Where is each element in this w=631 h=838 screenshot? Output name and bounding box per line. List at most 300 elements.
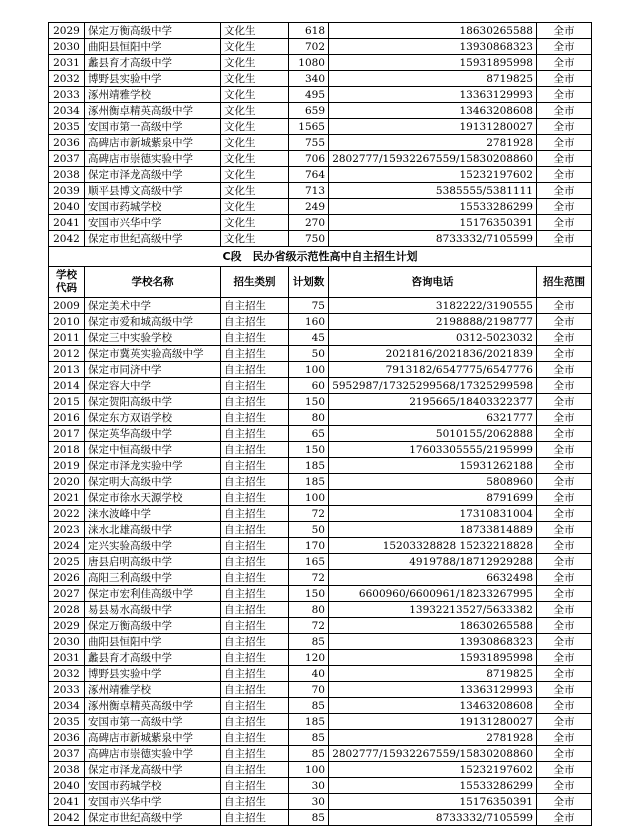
phone-cell: 17603305555/2195999 [329,442,537,458]
plan-count-cell: 50 [289,346,329,362]
enroll-type-cell: 自主招生 [221,314,289,330]
enroll-scope-cell: 全市 [537,730,592,746]
school-code-cell: 2041 [49,794,85,810]
plan-count-cell: 750 [289,231,329,247]
school-code-cell: 2009 [49,298,85,314]
enroll-scope-cell: 全市 [537,330,592,346]
table-row [49,490,592,506]
plan-count-cell: 85 [289,810,329,826]
plan-count-cell: 185 [289,714,329,730]
enroll-type-cell: 自主招生 [221,586,289,602]
header-row [49,267,592,298]
enroll-scope-cell: 全市 [537,394,592,410]
enroll-scope-cell: 全市 [537,183,592,199]
plan-count-cell: 72 [289,506,329,522]
enroll-type-cell: 文化生 [221,87,289,103]
enroll-scope-cell: 全市 [537,119,592,135]
school-name-cell: 博野县实验中学 [85,71,221,87]
table-row [49,378,592,394]
enroll-type-cell: 自主招生 [221,618,289,634]
school-name-cell: 保定市宏利佳高级中学 [85,586,221,602]
phone-cell: 13932213527/5633382 [329,602,537,618]
enroll-type-cell: 自主招生 [221,666,289,682]
table-row [49,554,592,570]
school-name-cell: 涿州靖雅学校 [85,87,221,103]
school-code-cell: 2041 [49,215,85,231]
school-code-cell: 2036 [49,730,85,746]
enroll-scope-cell: 全市 [537,762,592,778]
school-code-cell: 2026 [49,570,85,586]
table-row [49,71,592,87]
school-name-cell: 保定万衡高级中学 [85,23,221,39]
school-name-cell: 安国市第一高级中学 [85,119,221,135]
enroll-scope-cell: 全市 [537,650,592,666]
phone-cell: 2781928 [329,135,537,151]
plan-count-cell: 170 [289,538,329,554]
plan-count-cell: 150 [289,442,329,458]
enroll-scope-cell: 全市 [537,602,592,618]
table-row [49,23,592,39]
plan-count-cell: 120 [289,650,329,666]
school-name-cell: 顺平县博文高级中学 [85,183,221,199]
school-name-cell: 保定市同济中学 [85,362,221,378]
enroll-type-cell: 文化生 [221,199,289,215]
table-row [49,103,592,119]
table-row [49,314,592,330]
enroll-scope-cell: 全市 [537,199,592,215]
table-row [49,730,592,746]
phone-cell: 19131280027 [329,714,537,730]
enroll-type-cell: 文化生 [221,151,289,167]
table-row [49,55,592,71]
enroll-scope-cell: 全市 [537,618,592,634]
phone-cell: 2021816/2021836/2021839 [329,346,537,362]
school-code-cell: 2040 [49,778,85,794]
school-code-cell: 2013 [49,362,85,378]
table-row [49,346,592,362]
enroll-scope-cell: 全市 [537,215,592,231]
phone-cell: 17310831004 [329,506,537,522]
phone-cell: 19131280027 [329,119,537,135]
plan-count-cell: 70 [289,682,329,698]
school-code-cell: 2020 [49,474,85,490]
table-row [49,183,592,199]
table-row [49,634,592,650]
enroll-type-cell: 自主招生 [221,410,289,426]
enrollment-table [48,22,592,826]
plan-count-cell: 60 [289,378,329,394]
school-code-cell: 2031 [49,55,85,71]
phone-cell: 13363129993 [329,682,537,698]
enroll-scope-cell: 全市 [537,714,592,730]
school-code-cell: 2021 [49,490,85,506]
enroll-scope-cell: 全市 [537,151,592,167]
phone-cell: 5952987/17325299568/17325299598 [329,378,537,394]
phone-cell: 2802777/15932267559/15830208860 [329,151,537,167]
school-name-cell: 高碑店市崇德实验中学 [85,746,221,762]
plan-count-cell: 755 [289,135,329,151]
enroll-scope-cell: 全市 [537,506,592,522]
table-row [49,538,592,554]
table-row [49,746,592,762]
school-code-cell: 2030 [49,39,85,55]
phone-cell: 8733332/7105599 [329,231,537,247]
table-row [49,231,592,247]
table-row [49,650,592,666]
enroll-type-cell: 文化生 [221,231,289,247]
enroll-type-cell: 自主招生 [221,762,289,778]
school-code-cell: 2040 [49,199,85,215]
school-name-cell: 唐县启明高级中学 [85,554,221,570]
table-row [49,426,592,442]
phone-cell: 15232197602 [329,762,537,778]
table-row [49,362,592,378]
school-name-cell: 保定东方双语学校 [85,410,221,426]
table-row [49,474,592,490]
school-code-cell: 2033 [49,87,85,103]
school-code-cell: 2037 [49,746,85,762]
enroll-type-cell: 自主招生 [221,778,289,794]
enroll-scope-cell: 全市 [537,458,592,474]
phone-cell: 15931895998 [329,650,537,666]
enroll-type-cell: 自主招生 [221,634,289,650]
enroll-scope-cell: 全市 [537,442,592,458]
enroll-scope-cell: 全市 [537,778,592,794]
school-code-cell: 2016 [49,410,85,426]
school-name-cell: 保定市徐水天源学校 [85,490,221,506]
plan-count-cell: 100 [289,362,329,378]
enroll-type-cell: 自主招生 [221,570,289,586]
enroll-type-cell: 自主招生 [221,538,289,554]
enroll-type-cell: 文化生 [221,135,289,151]
school-name-cell: 保定三中实验学校 [85,330,221,346]
school-name-cell: 涞水北雄高级中学 [85,522,221,538]
plan-count-cell: 80 [289,602,329,618]
table-row [49,810,592,826]
plan-count-cell: 80 [289,410,329,426]
school-code-cell: 2027 [49,586,85,602]
school-code-cell: 2012 [49,346,85,362]
phone-cell: 15203328828 15232218828 [329,538,537,554]
school-code-cell: 2035 [49,714,85,730]
enroll-scope-cell: 全市 [537,634,592,650]
plan-count-cell: 249 [289,199,329,215]
plan-count-cell: 618 [289,23,329,39]
enroll-type-cell: 文化生 [221,23,289,39]
table-row [49,666,592,682]
phone-cell: 0312-5023032 [329,330,537,346]
plan-count-cell: 45 [289,330,329,346]
enroll-scope-cell: 全市 [537,167,592,183]
school-code-cell: 2039 [49,183,85,199]
enroll-scope-cell: 全市 [537,346,592,362]
phone-cell: 8719825 [329,71,537,87]
plan-count-cell: 50 [289,522,329,538]
school-name-cell: 保定容大中学 [85,378,221,394]
plan-count-cell: 185 [289,474,329,490]
table-row [49,570,592,586]
enroll-type-cell: 自主招生 [221,458,289,474]
table-row [49,506,592,522]
phone-cell: 2195665/18403322377 [329,394,537,410]
enroll-type-cell: 自主招生 [221,650,289,666]
school-name-cell: 蠡县育才高级中学 [85,55,221,71]
enroll-scope-cell: 全市 [537,682,592,698]
plan-count-cell: 1080 [289,55,329,71]
enroll-scope-cell: 全市 [537,586,592,602]
plan-count-cell: 72 [289,570,329,586]
enroll-type-cell: 自主招生 [221,506,289,522]
phone-cell: 15533286299 [329,778,537,794]
enroll-type-cell: 自主招生 [221,362,289,378]
enroll-type-cell: 自主招生 [221,554,289,570]
school-code-cell: 2033 [49,682,85,698]
phone-cell: 5010155/2062888 [329,426,537,442]
school-name-cell: 高碑店市新城紫泉中学 [85,730,221,746]
enroll-type-cell: 文化生 [221,55,289,71]
enroll-type-cell: 自主招生 [221,698,289,714]
plan-count-cell: 100 [289,490,329,506]
school-name-cell: 保定市冀英实验高级中学 [85,346,221,362]
school-name-cell: 高碑店市崇德实验中学 [85,151,221,167]
enroll-scope-cell: 全市 [537,87,592,103]
school-name-cell: 安国市第一高级中学 [85,714,221,730]
phone-cell: 15176350391 [329,794,537,810]
school-name-cell: 涞水波峰中学 [85,506,221,522]
plan-count-cell: 495 [289,87,329,103]
school-name-cell: 蠡县育才高级中学 [85,650,221,666]
table-row [49,698,592,714]
phone-cell: 15533286299 [329,199,537,215]
enroll-scope-cell: 全市 [537,314,592,330]
enroll-type-cell: 自主招生 [221,346,289,362]
column-header-school-name: 学校名称 [85,267,221,298]
enroll-type-cell: 自主招生 [221,394,289,410]
enroll-scope-cell: 全市 [537,71,592,87]
plan-count-cell: 150 [289,394,329,410]
enroll-scope-cell: 全市 [537,298,592,314]
phone-cell: 13463208608 [329,103,537,119]
section-title: C段 民办省级示范性高中自主招生计划 [49,247,592,267]
school-name-cell: 保定市泽龙实验中学 [85,458,221,474]
school-code-cell: 2019 [49,458,85,474]
school-code-cell: 2032 [49,71,85,87]
enroll-type-cell: 自主招生 [221,730,289,746]
school-code-cell: 2015 [49,394,85,410]
school-name-cell: 安国市兴华中学 [85,215,221,231]
enroll-type-cell: 文化生 [221,167,289,183]
table-row [49,330,592,346]
enroll-type-cell: 自主招生 [221,298,289,314]
plan-count-cell: 30 [289,778,329,794]
table-row [49,794,592,810]
phone-cell: 8719825 [329,666,537,682]
school-name-cell: 涿州衡卓精英高级中学 [85,698,221,714]
enroll-type-cell: 自主招生 [221,490,289,506]
enroll-type-cell: 文化生 [221,215,289,231]
enroll-type-cell: 自主招生 [221,442,289,458]
plan-count-cell: 659 [289,103,329,119]
enroll-scope-cell: 全市 [537,810,592,826]
enroll-scope-cell: 全市 [537,746,592,762]
school-code-cell: 2025 [49,554,85,570]
phone-cell: 13363129993 [329,87,537,103]
table-row [49,199,592,215]
table-row [49,618,592,634]
table-row [49,87,592,103]
table-row [49,586,592,602]
enroll-scope-cell: 全市 [537,474,592,490]
enroll-scope-cell: 全市 [537,362,592,378]
table-row [49,682,592,698]
school-code-cell: 2042 [49,810,85,826]
table-row [49,39,592,55]
table-row [49,394,592,410]
table-row [49,442,592,458]
school-name-cell: 高阳三利高级中学 [85,570,221,586]
phone-cell: 18630265588 [329,23,537,39]
plan-count-cell: 65 [289,426,329,442]
column-header-school-code: 学校代码 [49,267,85,298]
table-row [49,167,592,183]
enroll-scope-cell: 全市 [537,23,592,39]
column-header-plan-count: 计划数 [289,267,329,298]
plan-count-cell: 150 [289,586,329,602]
plan-count-cell: 702 [289,39,329,55]
enroll-scope-cell: 全市 [537,490,592,506]
phone-cell: 15931262188 [329,458,537,474]
enroll-type-cell: 自主招生 [221,682,289,698]
enroll-scope-cell: 全市 [537,39,592,55]
school-code-cell: 2028 [49,602,85,618]
enroll-scope-cell: 全市 [537,103,592,119]
school-name-cell: 曲阳县恒阳中学 [85,39,221,55]
phone-cell: 13930868323 [329,634,537,650]
phone-cell: 2802777/15932267559/15830208860 [329,746,537,762]
table-row [49,602,592,618]
enroll-scope-cell: 全市 [537,698,592,714]
school-code-cell: 2017 [49,426,85,442]
enroll-type-cell: 自主招生 [221,794,289,810]
school-name-cell: 易县易水高级中学 [85,602,221,618]
school-code-cell: 2032 [49,666,85,682]
enroll-type-cell: 文化生 [221,103,289,119]
enroll-type-cell: 自主招生 [221,426,289,442]
school-code-cell: 2018 [49,442,85,458]
phone-cell: 6600960/6600961/18233267995 [329,586,537,602]
table-row [49,778,592,794]
school-name-cell: 保定市泽龙高级中学 [85,762,221,778]
enroll-type-cell: 自主招生 [221,810,289,826]
enroll-type-cell: 自主招生 [221,602,289,618]
school-code-cell: 2014 [49,378,85,394]
phone-cell: 2198888/2198777 [329,314,537,330]
plan-count-cell: 160 [289,314,329,330]
enroll-scope-cell: 全市 [537,538,592,554]
school-name-cell: 高碑店市新城紫泉中学 [85,135,221,151]
table-row [49,135,592,151]
school-name-cell: 保定明大高级中学 [85,474,221,490]
school-name-cell: 安国市兴华中学 [85,794,221,810]
section-row [49,247,592,267]
enroll-scope-cell: 全市 [537,231,592,247]
school-name-cell: 涿州衡卓精英高级中学 [85,103,221,119]
school-code-cell: 2030 [49,634,85,650]
table-body [49,23,592,826]
plan-count-cell: 85 [289,730,329,746]
school-name-cell: 保定贺阳高级中学 [85,394,221,410]
table-row [49,215,592,231]
table-row [49,119,592,135]
enroll-scope-cell: 全市 [537,522,592,538]
phone-cell: 4919788/18712929288 [329,554,537,570]
phone-cell: 7913182/6547775/6547776 [329,362,537,378]
plan-count-cell: 185 [289,458,329,474]
school-code-cell: 2035 [49,119,85,135]
phone-cell: 13463208608 [329,698,537,714]
enroll-scope-cell: 全市 [537,410,592,426]
school-name-cell: 定兴实验高级中学 [85,538,221,554]
school-name-cell: 保定市爱和城高级中学 [85,314,221,330]
enroll-type-cell: 自主招生 [221,474,289,490]
phone-cell: 5385555/5381111 [329,183,537,199]
school-code-cell: 2010 [49,314,85,330]
school-name-cell: 涿州靖雅学校 [85,682,221,698]
school-code-cell: 2042 [49,231,85,247]
enroll-scope-cell: 全市 [537,55,592,71]
plan-count-cell: 100 [289,762,329,778]
column-header-enroll-scope: 招生范围 [537,267,592,298]
phone-cell: 8733332/7105599 [329,810,537,826]
school-name-cell: 保定英华高级中学 [85,426,221,442]
school-name-cell: 保定市世纪高级中学 [85,231,221,247]
phone-cell: 2781928 [329,730,537,746]
enroll-scope-cell: 全市 [537,666,592,682]
phone-cell: 15232197602 [329,167,537,183]
table-row [49,410,592,426]
plan-count-cell: 85 [289,634,329,650]
school-code-cell: 2034 [49,698,85,714]
school-code-cell: 2023 [49,522,85,538]
plan-count-cell: 40 [289,666,329,682]
enroll-scope-cell: 全市 [537,378,592,394]
plan-count-cell: 30 [289,794,329,810]
enroll-scope-cell: 全市 [537,794,592,810]
enroll-type-cell: 自主招生 [221,746,289,762]
table-row [49,762,592,778]
plan-count-cell: 1565 [289,119,329,135]
school-code-cell: 2036 [49,135,85,151]
column-header-enroll-type: 招生类别 [221,267,289,298]
plan-count-cell: 713 [289,183,329,199]
enroll-scope-cell: 全市 [537,426,592,442]
plan-count-cell: 270 [289,215,329,231]
enroll-type-cell: 文化生 [221,183,289,199]
enroll-type-cell: 自主招生 [221,714,289,730]
phone-cell: 15931895998 [329,55,537,71]
plan-count-cell: 340 [289,71,329,87]
plan-count-cell: 706 [289,151,329,167]
enroll-type-cell: 自主招生 [221,330,289,346]
phone-cell: 6321777 [329,410,537,426]
phone-cell: 18630265588 [329,618,537,634]
table-row [49,522,592,538]
school-code-cell: 2024 [49,538,85,554]
plan-count-cell: 85 [289,698,329,714]
phone-cell: 3182222/3190555 [329,298,537,314]
enroll-scope-cell: 全市 [537,135,592,151]
school-code-cell: 2038 [49,762,85,778]
